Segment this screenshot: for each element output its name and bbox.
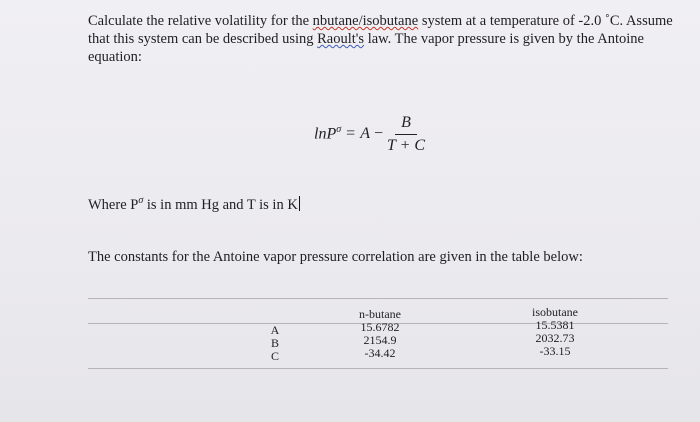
- units-note: [88, 195, 300, 214]
- units-note-pre: Where P: [88, 196, 139, 213]
- column-header-n-butane: n-butane: [359, 307, 401, 321]
- n-butane-c: -34.42: [364, 346, 396, 360]
- spellcheck-word-raoults: Raoult's: [317, 31, 365, 47]
- problem-text-2: system at a temperature of -2.0 ˚C. Assume that this system can be described using: [88, 13, 673, 47]
- isobutane-c: -33.15: [539, 344, 571, 358]
- equation-sigma: σ: [336, 124, 342, 136]
- table-bottom-rule: [88, 368, 668, 369]
- n-butane-b: 2154.9: [363, 333, 397, 347]
- row-label-a: A: [270, 323, 280, 337]
- equation-fraction: [387, 114, 425, 155]
- spellcheck-word-nbutane: nbutane/isobutane: [312, 13, 419, 29]
- n-butane-a: 15.6782: [360, 320, 400, 334]
- problem-statement: [88, 12, 678, 66]
- equation-minus: −: [373, 125, 383, 142]
- table-row-labels: [264, 324, 286, 363]
- constants-intro: The constants for the Antoine vapor pressure correlation are given in the table below:: [88, 249, 583, 265]
- equation-numerator: B: [395, 114, 417, 135]
- units-note-post: is in mm Hg and T is in K: [143, 196, 298, 213]
- column-header-isobutane: isobutane: [532, 305, 578, 319]
- problem-text-1: Calculate the relative volatility for the: [88, 13, 313, 29]
- antoine-equation: [314, 108, 425, 160]
- table-column-n-butane: [340, 308, 420, 360]
- equation-denominator: T + C: [387, 136, 426, 154]
- isobutane-a: 15.5381: [535, 318, 575, 332]
- problem-text-3: law. The vapor pressure is given by the Antoine equation:: [88, 31, 644, 65]
- equation-equals: =: [346, 125, 356, 142]
- row-label-c: C: [270, 349, 279, 363]
- equation-lhs: [314, 124, 341, 143]
- table-top-rule: [88, 298, 668, 299]
- equation-lnp: lnP: [314, 125, 337, 143]
- row-label-b: B: [270, 336, 279, 350]
- equation-a: A: [360, 125, 370, 142]
- units-note-sigma: σ: [138, 195, 144, 206]
- antoine-constants-table: [88, 298, 668, 370]
- text-cursor: [299, 196, 300, 211]
- table-column-isobutane: [515, 306, 595, 358]
- isobutane-b: 2032.73: [535, 331, 575, 345]
